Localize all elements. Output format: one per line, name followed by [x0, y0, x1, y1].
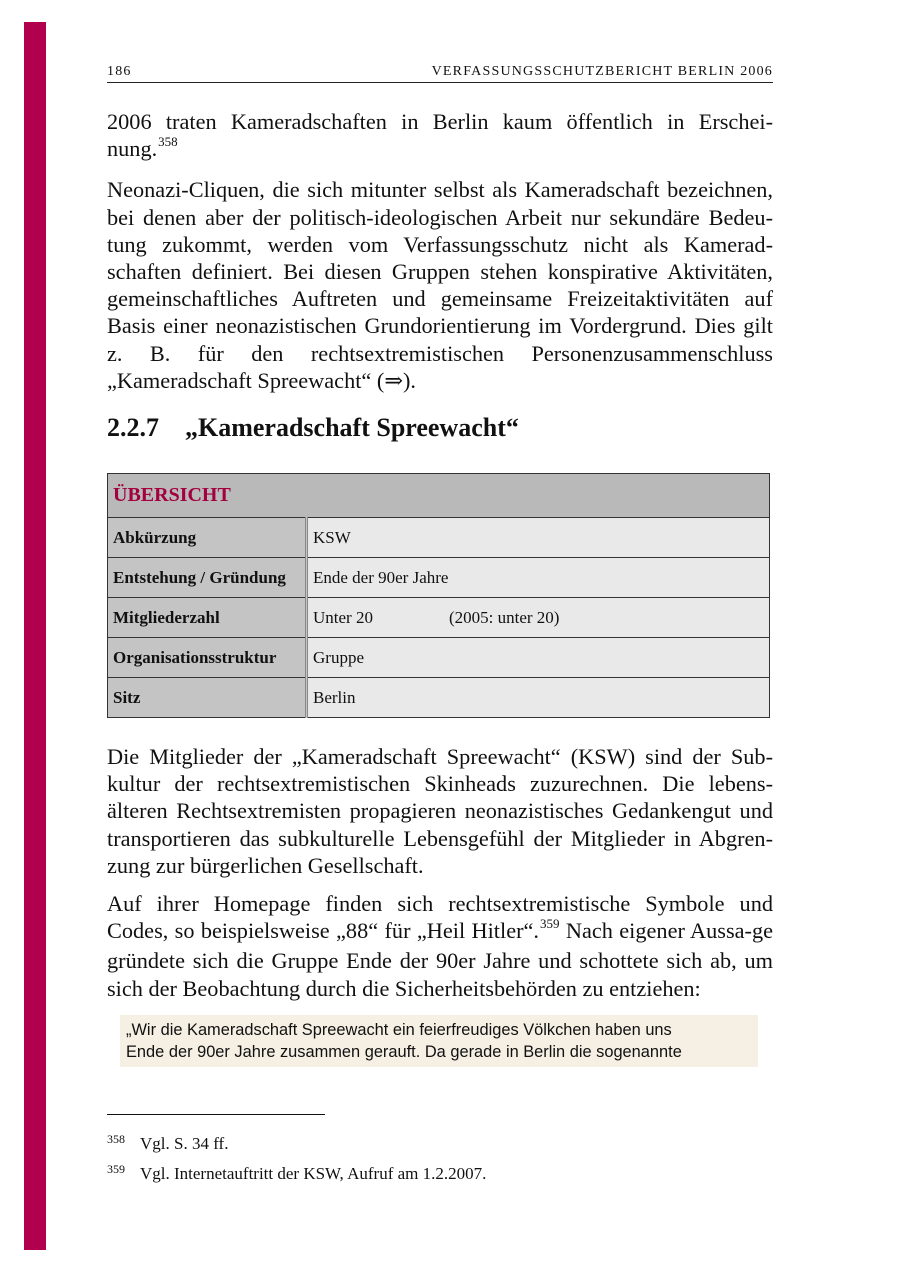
row-value-organisationsstruktur: Gruppe — [307, 638, 770, 678]
paragraph-1-text: 2006 traten Kameradschaften in Berlin kaum öffentlich in Erschei-nung. — [107, 109, 773, 162]
footnote-359 — [107, 1164, 486, 1184]
row-label-organisationsstruktur: Organisationsstruktur — [108, 638, 307, 678]
footnote-divider — [107, 1114, 325, 1115]
row-value-sitz: Berlin — [307, 678, 770, 718]
quote-line-2: Ende der 90er Jahre zusammen gerauft. Da gerade in Berlin die sogenannte — [126, 1043, 682, 1061]
main-text — [107, 743, 773, 1002]
footnote-text: Vgl. Internetauftritt der KSW, Aufruf am 1.2.2007. — [140, 1164, 487, 1183]
paragraph-4-text-b: Nach eigener Aussa-ge gründete sich die Gruppe Ende der 90er Jahre und schottete sich ab, um sich der Beobachtung durch die Sicherheitsbehörden zu entziehen: — [107, 918, 773, 1001]
overview-table — [107, 473, 770, 718]
footnote-ref-359: 359 — [540, 916, 560, 932]
row-label-mitgliederzahl: Mitgliederzahl — [108, 598, 307, 638]
paragraph-1 — [107, 108, 773, 165]
quote-block — [120, 1015, 758, 1067]
overview-heading: ÜBERSICHT — [108, 474, 770, 518]
table-row — [108, 558, 770, 598]
members-previous-year: (2005: unter 20) — [448, 607, 560, 627]
row-label-entstehung: Entstehung / Gründung — [108, 558, 307, 598]
members-current: Unter 20 — [313, 607, 373, 627]
section-number: 2.2.7 — [107, 413, 159, 442]
section-title: „Kameradschaft Spreewacht“ — [185, 413, 519, 442]
page-header — [107, 62, 773, 83]
side-color-bar — [24, 22, 46, 1250]
footnote-ref-358: 358 — [158, 134, 178, 150]
section-heading — [107, 413, 519, 443]
row-value-entstehung: Ende der 90er Jahre — [307, 558, 770, 598]
paragraph-4 — [107, 890, 773, 1002]
intro-text — [107, 108, 773, 394]
running-title: VERFASSUNGSSCHUTZBERICHT BERLIN 2006 — [431, 64, 773, 79]
footnote-358 — [107, 1134, 228, 1154]
footnote-text: Vgl. S. 34 ff. — [140, 1134, 229, 1153]
row-label-abkuerzung: Abkürzung — [108, 518, 307, 558]
table-row — [108, 518, 770, 558]
table-row — [108, 638, 770, 678]
paragraph-4-text-a: Auf ihrer Homepage finden sich rechtsextremistische Symbole und Codes, so beispielsweise „88“ für „Heil Hitler“. — [107, 891, 773, 944]
overview-header-row — [108, 474, 770, 518]
row-value-mitgliederzahl — [307, 598, 770, 638]
footnote-number: 359 — [107, 1162, 125, 1176]
table-row — [108, 678, 770, 718]
row-value-abkuerzung: KSW — [307, 518, 770, 558]
page-number: 186 — [107, 64, 132, 79]
row-label-sitz: Sitz — [108, 678, 307, 718]
paragraph-2: Neonazi-Cliquen, die sich mitunter selbst als Kameradschaft bezeichnen, bei denen aber der politisch-ideologischen Arbeit nur sekundäre Bedeu-tung zukommt, werden vom Verfassungsschutz nicht als Kamerad-schaften definiert. Bei diesen Gruppen stehen konspirative Aktivitäten, gemeinschaftliches Auftreten und gemeinsame Freizeitaktivitäten auf Basis einer neonazistischen Grundorientierung im Vordergrund. Dies gilt z. B. für den rechtsextremistischen Personenzusammenschluss „Kameradschaft Spreewacht“ (⇒). — [107, 177, 773, 393]
table-row — [108, 598, 770, 638]
footnote-number: 358 — [107, 1132, 125, 1146]
paragraph-3: Die Mitglieder der „Kameradschaft Spreewacht“ (KSW) sind der Sub-kultur der rechtsextremistischen Skinheads zuzurechnen. Die lebens-älteren Rechtsextremisten propagieren neonazistisches Gedankengut und transportieren das subkulturelle Lebensgefühl der Mitglieder in Abgren-zung zur bürgerlichen Gesellschaft. — [107, 744, 773, 878]
quote-line-1: „Wir die Kameradschaft Spreewacht ein feierfreudiges Völkchen haben uns — [126, 1021, 672, 1039]
